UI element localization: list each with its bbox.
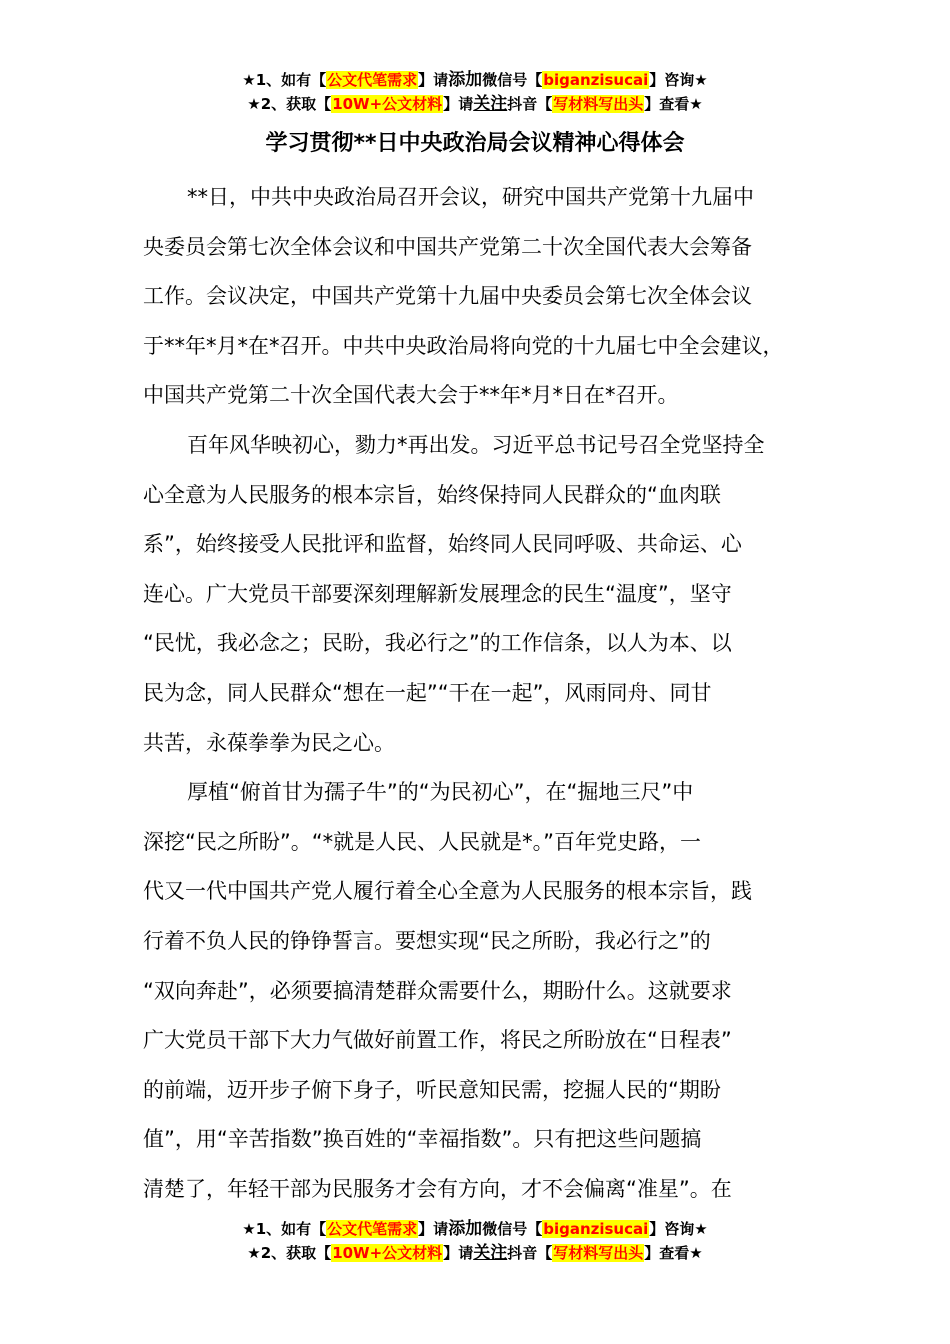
- banner-text: 抖音【: [507, 95, 553, 113]
- banner-text: 】请: [443, 95, 474, 113]
- paragraph-line: 工作。会议决定，中国共产党第十九届中央委员会第七次全体会议: [143, 284, 752, 309]
- paragraph-line: 的前端，迈开步子俯下身子，听民意知民需，挖掘人民的“期盼: [143, 1077, 721, 1102]
- banner-text: 】查看★: [644, 1244, 703, 1262]
- banner-text: ★2、获取【: [247, 1244, 332, 1262]
- banner-text: 微信号【: [482, 71, 543, 89]
- banner-text: 】请: [418, 71, 449, 89]
- banner-line-1: [0, 1217, 950, 1241]
- banner-text: ★2、获取【: [247, 95, 332, 113]
- paragraph-line: 广大党员干部下大力气做好前置工作，将民之所盼放在“日程表”: [143, 1028, 732, 1053]
- banner-highlight: 10W+公文材料: [332, 1244, 443, 1262]
- paragraph-line: 行着不负人民的铮铮誓言。要想实现“民之所盼，我必行之”的: [143, 928, 711, 953]
- banner-emphasis: 添加: [448, 1219, 483, 1239]
- paragraph-line: “民忧，我必念之；民盼，我必行之”的工作信条，以人为本、以: [143, 631, 732, 656]
- banner-text: 】请: [443, 1244, 474, 1262]
- banner-highlight: biganzisucai: [543, 1220, 649, 1238]
- footer-banner: [0, 1217, 950, 1265]
- banner-line-1: [0, 68, 950, 92]
- banner-line-2: [0, 92, 950, 116]
- paragraph-line: 中国共产党第二十次全国代表大会于**年*月*日在*召开。: [143, 383, 679, 408]
- paragraph-line: 厚植“俯首甘为孺子牛”的“为民初心”，在“掘地三尺”中: [187, 780, 694, 805]
- banner-highlight: biganzisucai: [543, 71, 649, 89]
- paragraph: [143, 421, 811, 768]
- paragraph-line: 连心。广大党员干部要深刻理解新发展理念的民生“温度”，坚守: [143, 581, 732, 606]
- paragraph-line: 心全意为人民服务的根本宗旨，始终保持同人民群众的“血肉联: [143, 482, 721, 507]
- paragraph-line: 百年风华映初心，勠力*再出发。习近平总书记号召全党坚持全: [187, 432, 765, 457]
- paragraph-line: 央委员会第七次全体会议和中国共产党第二十次全国代表大会筹备: [143, 234, 752, 259]
- paragraph-line: 于**年*月*在*召开。中共中央政治局将向党的十九届七中全会建议，: [143, 333, 784, 358]
- banner-text: ★1、如有【: [242, 71, 327, 89]
- banner-highlight: 10W+公文材料: [332, 95, 443, 113]
- banner-emphasis: 关注: [473, 94, 508, 114]
- banner-text: 微信号【: [482, 1220, 543, 1238]
- paragraph-line: 代又一代中国共产党人履行着全心全意为人民服务的根本宗旨，践: [143, 879, 752, 904]
- banner-highlight: 公文代笔需求: [327, 71, 418, 89]
- paragraph-line: 值”，用“辛苦指数”换百姓的“幸福指数”。只有把这些问题搞: [143, 1127, 702, 1152]
- paragraph-line: 深挖“民之所盼”。“*就是人民、人民就是*。”百年党史路，一: [143, 829, 702, 854]
- paragraph-line: 共苦，永葆拳拳为民之心。: [143, 730, 395, 755]
- paragraph-line: 清楚了，年轻干部为民服务才会有方向，才不会偏离“准星”。在: [143, 1176, 732, 1201]
- document-title: 学习贯彻**日中央政治局会议精神心得体会: [265, 131, 685, 156]
- banner-text: 】咨询★: [649, 71, 708, 89]
- banner-text: 】请: [418, 1220, 449, 1238]
- banner-highlight: 写材料写出头: [553, 1244, 644, 1262]
- document-body: [143, 173, 811, 1214]
- banner-text: ★1、如有【: [242, 1220, 327, 1238]
- paragraph-line: 系”，始终接受人民批评和监督，始终同人民同呼吸、共命运、心: [143, 532, 742, 557]
- paragraph-line: **日，中共中央政治局召开会议，研究中国共产党第十九届中: [187, 185, 754, 209]
- banner-line-2: [0, 1241, 950, 1265]
- paragraph: [143, 768, 811, 1214]
- banner-text: 】查看★: [644, 95, 703, 113]
- header-banner: [0, 68, 950, 116]
- banner-highlight: 写材料写出头: [553, 95, 644, 113]
- paragraph: [143, 173, 811, 421]
- banner-text: 】咨询★: [649, 1220, 708, 1238]
- paragraph-line: “双向奔赴”，必须要搞清楚群众需要什么，期盼什么。这就要求: [143, 978, 732, 1003]
- banner-emphasis: 关注: [473, 1243, 508, 1263]
- banner-highlight: 公文代笔需求: [327, 1220, 418, 1238]
- paragraph-line: 民为念，同人民群众“想在一起”“干在一起”，风雨同舟、同甘: [143, 680, 712, 705]
- banner-emphasis: 添加: [448, 70, 483, 90]
- banner-text: 抖音【: [507, 1244, 553, 1262]
